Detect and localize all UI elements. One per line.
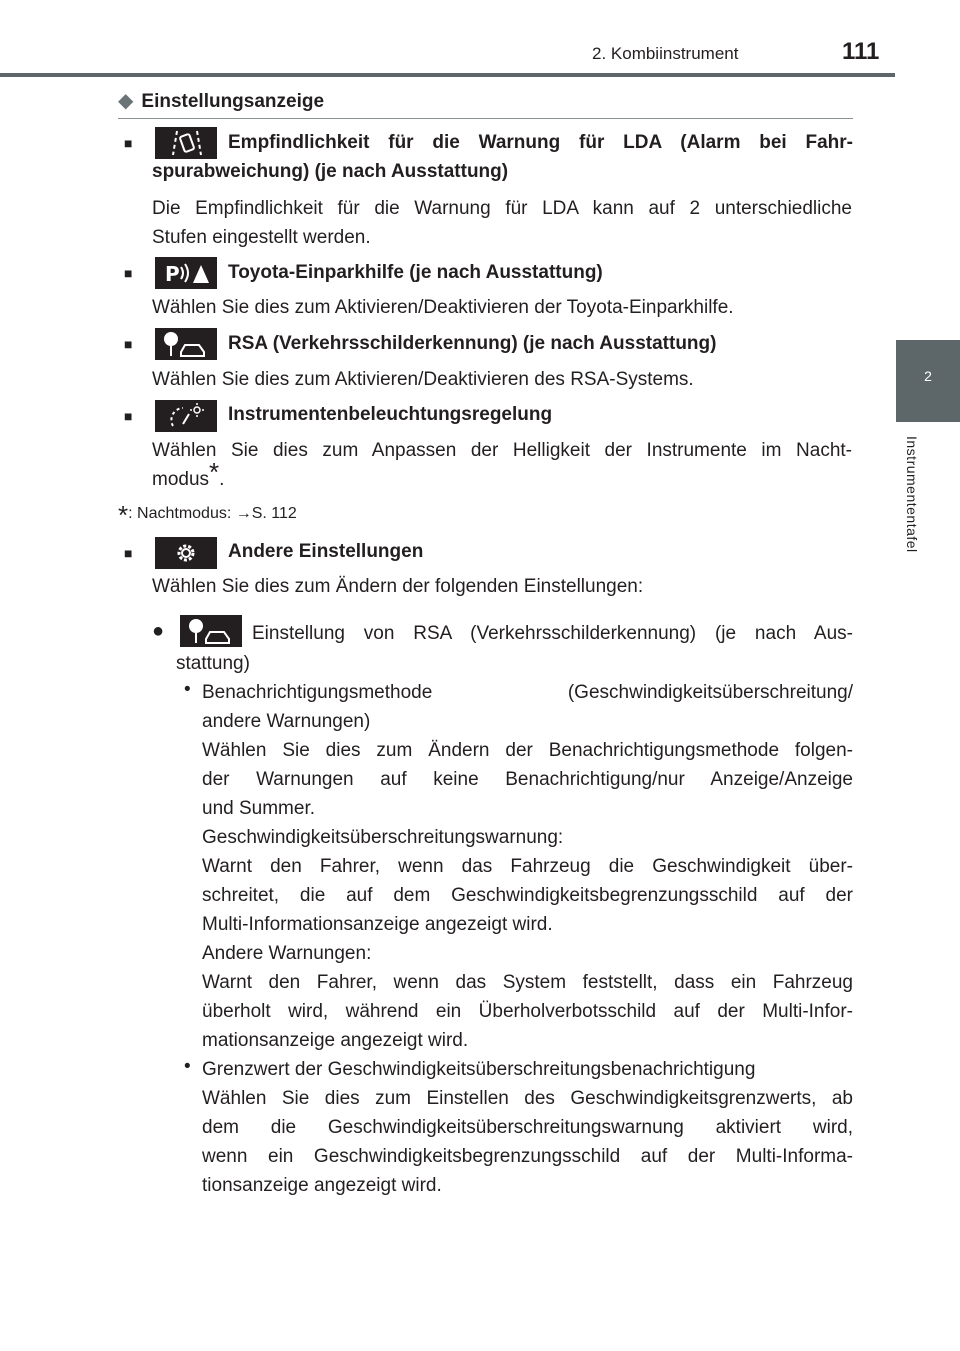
threshold-line1: Wählen Sie dies zum Einstellen des Geschwindigkeitsgrenzwerts, ab <box>202 1088 853 1109</box>
header-rule <box>0 73 895 77</box>
footnote <box>118 500 297 531</box>
lda-desc-line1: Die Empfindlichkeit für die Warnung für LDA kann auf 2 unterschiedliche <box>152 198 852 219</box>
overspeed-line3: Multi-Informationsanzeige angezeigt wird. <box>202 914 553 935</box>
threshold-title: Grenzwert der Geschwindigkeitsüberschreitungsbenachrichtigung <box>202 1059 756 1080</box>
other-warnings-line1: Warnt den Fahrer, wenn das System feststellt, dass ein Fahrzeug <box>202 972 853 993</box>
square-bullet-icon: ■ <box>124 545 133 561</box>
section-rule <box>118 118 853 119</box>
svg-text:P: P <box>165 262 180 286</box>
brightness-desc-line1: Wählen Sie dies zum Anpassen der Helligkeit der Instrumente im Nacht- <box>152 440 852 461</box>
threshold-line4: tionsanzeige angezeigt wird. <box>202 1175 442 1196</box>
brightness-title: Instrumentenbeleuchtungsregelung <box>228 404 553 425</box>
other-warnings-line2: überholt wird, während ein Überholverbotsschild auf der Multi-Infor- <box>202 1001 853 1022</box>
other-warnings-head: Andere Warnungen: <box>202 943 372 964</box>
lda-title-line2: spurabweichung) (je nach Ausstattung) <box>152 161 509 182</box>
rsa-title: RSA (Verkehrsschilderkennung) (je nach Ausstattung) <box>228 333 717 354</box>
page-number: 111 <box>842 38 880 65</box>
bullet-icon: • <box>184 679 191 700</box>
lda-desc-line2: Stufen eingestellt werden. <box>152 227 371 248</box>
chapter-tab-label: Instrumententafel <box>904 436 920 553</box>
footnote-marker: * <box>209 457 220 487</box>
chapter-tab-number: 2 <box>924 368 932 384</box>
brightness-desc-line2 <box>152 457 852 494</box>
road-sign-assist-icon <box>180 615 242 647</box>
footnote-star: * <box>118 500 129 530</box>
other-warnings-line3: mationsanzeige angezeigt wird. <box>202 1030 469 1051</box>
parking-desc: Wählen Sie dies zum Aktivieren/Deaktivieren der Toyota-Einparkhilfe. <box>152 297 734 318</box>
circle-bullet-icon: ● <box>152 620 165 642</box>
threshold-line2: dem die Geschwindigkeitsüberschreitungswarnung aktiviert wird, <box>202 1117 853 1138</box>
threshold-line3: wenn ein Geschwindigkeitsbegrenzungsschild auf der Multi-Informa- <box>202 1146 853 1167</box>
brightness-desc-word: modus <box>152 469 210 490</box>
other-desc: Wählen Sie dies zum Ändern der folgenden Einstellungen: <box>152 576 644 597</box>
brightness-desc-end: . <box>219 469 225 490</box>
rsa-desc: Wählen Sie dies zum Aktivieren/Deaktivieren des RSA-Systems. <box>152 369 694 390</box>
rsa-setting-title-line1: Einstellung von RSA (Verkehrsschilderkennung) (je nach Aus- <box>252 623 853 644</box>
diamond-icon: ◆ <box>118 90 134 112</box>
lane-departure-icon <box>155 127 217 159</box>
arrow-icon: → <box>235 505 252 522</box>
chapter-title: 2. Kombiinstrument <box>592 44 739 63</box>
overspeed-head: Geschwindigkeitsüberschreitungswarnung: <box>202 827 564 848</box>
rsa-setting-title-line2: stattung) <box>176 653 250 674</box>
square-bullet-icon: ■ <box>124 408 133 424</box>
road-sign-assist-icon <box>155 328 217 360</box>
notify-method-line2: andere Warnungen) <box>202 711 371 732</box>
footnote-ref-link[interactable]: S. 112 <box>251 505 297 522</box>
square-bullet-icon: ■ <box>124 265 133 281</box>
lda-title-line1: Empfindlichkeit für die Warnung für LDA (Alarm bei Fahr- <box>228 132 853 153</box>
overspeed-line2: schreitet, die auf dem Geschwindigkeitsbegrenzungsschild auf der <box>202 885 853 906</box>
other-title: Andere Einstellungen <box>228 541 424 562</box>
notify-method-p1-line1: Wählen Sie dies zum Ändern der Benachrichtigungsmethode folgen- <box>202 740 853 761</box>
section-title-text: Einstellungsanzeige <box>141 91 325 112</box>
notify-method-p1-line3: und Summer. <box>202 798 315 819</box>
footnote-text: : Nachtmodus: <box>128 505 236 522</box>
parking-title: Toyota-Einparkhilfe (je nach Ausstattung) <box>228 262 603 283</box>
bullet-icon: • <box>184 1056 191 1077</box>
overspeed-line1: Warnt den Fahrer, wenn das Fahrzeug die Geschwindigkeit über- <box>202 856 853 877</box>
square-bullet-icon: ■ <box>124 336 133 352</box>
parking-sensor-icon <box>155 257 217 289</box>
settings-gear-icon <box>155 537 217 569</box>
instrument-brightness-icon <box>155 400 217 432</box>
square-bullet-icon: ■ <box>124 135 133 151</box>
notify-method-p1-line2: der Warnungen auf keine Benachrichtigung/nur Anzeige/Anzeige <box>202 769 853 790</box>
notify-method-line1: Benachrichtigungsmethode (Geschwindigkeitsüberschreitung/ <box>202 682 853 703</box>
section-title <box>118 88 324 113</box>
